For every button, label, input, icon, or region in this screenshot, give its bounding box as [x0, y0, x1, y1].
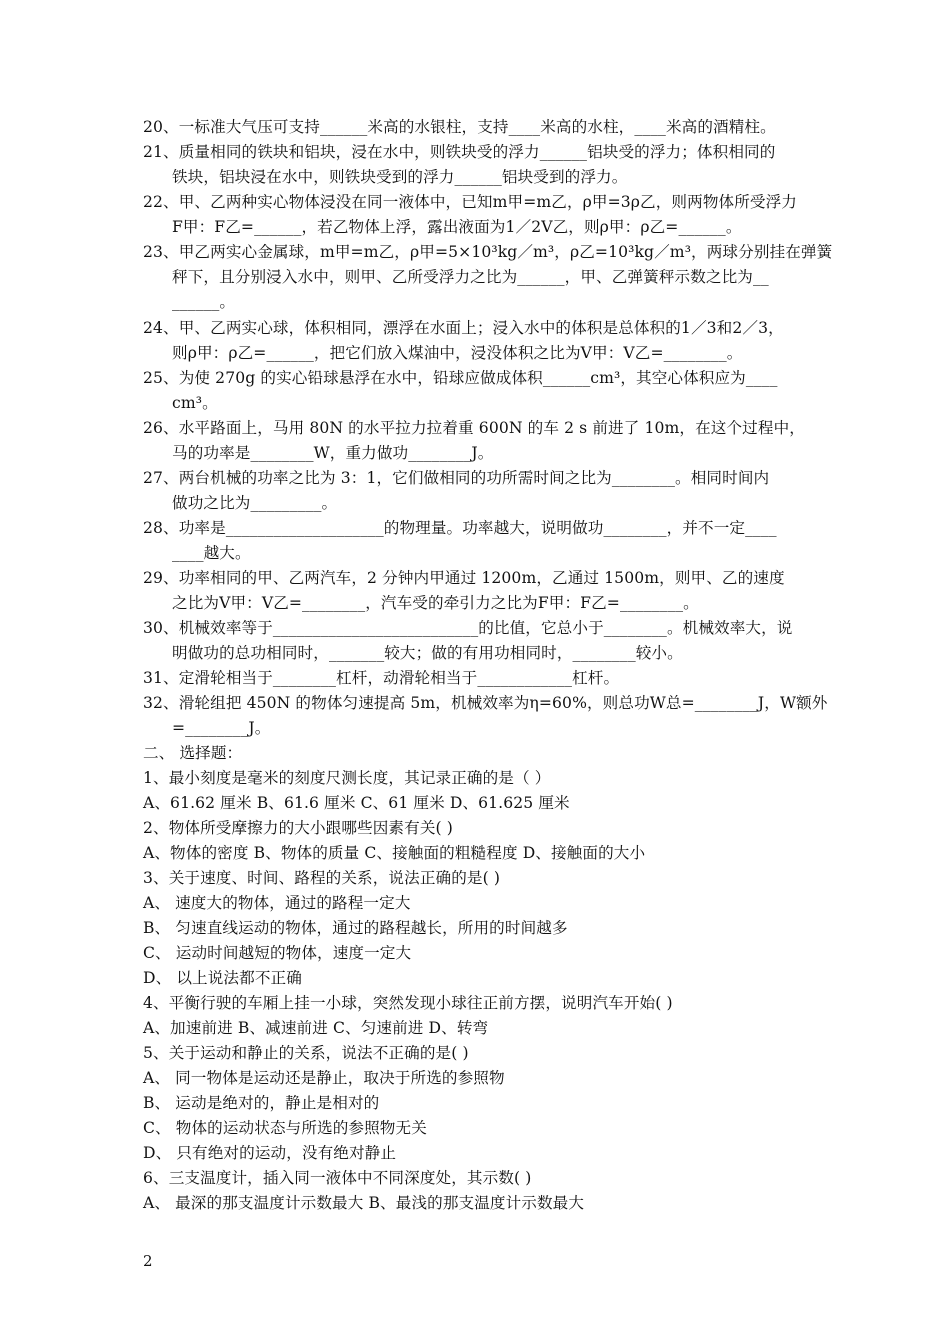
question-21-line-2: 铁块，铝块浸在水中，则铁块受到的浮力______铝块受到的浮力。: [172, 168, 628, 186]
question-24-line-2: 则ρ甲：ρ乙=______，把它们放入煤油中，浸没体积之比为V甲：V乙=________。: [172, 344, 743, 362]
question-21-line-1: 21、质量相同的铁块和铝块，浸在水中，则铁块受的浮力______铝块受的浮力；体积相同的: [143, 143, 776, 161]
choice-6-options: A、 最深的那支温度计示数最大 B、最浅的那支温度计示数最大: [143, 1194, 585, 1212]
question-22-line-1: 22、甲、乙两种实心物体浸没在同一液体中，已知m甲=m乙，ρ甲=3ρ乙，则两物体所受浮力: [143, 193, 797, 211]
choice-2-options: A、物体的密度 B、物体的质量 C、接触面的粗糙程度 D、接触面的大小: [143, 844, 646, 862]
question-26-line-2: 马的功率是________W，重力做功________J。: [172, 444, 494, 462]
choice-3-option-d: D、 以上说法都不正确: [143, 969, 302, 987]
question-29-line-2: 之比为V甲：V乙=________，汽车受的牵引力之比为F甲：F乙=________。: [172, 594, 699, 612]
question-28-line-1: 28、功率是____________________的物理量。功率越大，说明做功________，并不一定____: [143, 519, 777, 537]
question-31-line: 31、定滑轮相当于________杠杆，动滑轮相当于____________杠杆。: [143, 669, 620, 687]
choice-3-option-c: C、 运动时间越短的物体，速度一定大: [143, 944, 412, 962]
choice-6-question: 6、三支温度计，插入同一液体中不同深度处，其示数( ): [143, 1169, 532, 1187]
choice-1-question: 1、最小刻度是毫米的刻度尺测长度，其记录正确的是（ ）: [143, 769, 551, 787]
choice-1-options: A、61.62 厘米 B、61.6 厘米 C、61 厘米 D、61.625 厘米: [143, 794, 570, 812]
section-heading-choice: 二、 选择题：: [143, 744, 243, 762]
question-30-line-2: 明做功的总功相同时，_______较大；做的有用功相同时，________较小。: [172, 644, 683, 662]
choice-5-option-b: B、 运动是绝对的，静止是相对的: [143, 1094, 380, 1112]
question-26-line-1: 26、水平路面上，马用 80N 的水平拉力拉着重 600N 的车 2 s 前进了 10m，在这个过程中，: [143, 419, 805, 437]
question-23-line-2: 秤下，且分别浸入水中，则甲、乙所受浮力之比为______，甲、乙弹簧秤示数之比为__: [172, 268, 769, 286]
question-25-line-1: 25、为使 270g 的实心铅球悬浮在水中，铅球应做成体积______cm³，其空心体积应为____: [143, 369, 778, 387]
choice-3-question: 3、关于速度、时间、路程的关系，说法正确的是( ): [143, 869, 501, 887]
question-27-line-1: 27、两台机械的功率之比为 3：1，它们做相同的功所需时间之比为________。相同时间内: [143, 469, 770, 487]
choice-4-question: 4、平衡行驶的车厢上挂一小球，突然发现小球往正前方摆，说明汽车开始( ): [143, 994, 673, 1012]
question-32-line-2: =________J。: [172, 719, 271, 737]
question-20-line: 20、一标准大气压可支持______米高的水银柱，支持____米高的水柱，____米高的酒精柱。: [143, 118, 776, 136]
choice-5-option-c: C、 物体的运动状态与所选的参照物无关: [143, 1119, 427, 1137]
choice-5-question: 5、关于运动和静止的关系，说法不正确的是( ): [143, 1044, 469, 1062]
page-number: 2: [143, 1252, 153, 1270]
question-25-line-2: cm³。: [172, 394, 218, 412]
question-28-line-2: ____越大。: [172, 544, 251, 562]
choice-3-option-a: A、 速度大的物体，通过的路程一定大: [143, 894, 411, 912]
choice-2-question: 2、物体所受摩擦力的大小跟哪些因素有关( ): [143, 819, 453, 837]
choice-5-option-d: D、 只有绝对的运动，没有绝对静止: [143, 1144, 397, 1162]
question-27-line-2: 做功之比为_________。: [172, 494, 338, 512]
choice-3-option-b: B、 匀速直线运动的物体，通过的路程越长，所用的时间越多: [143, 919, 568, 937]
question-29-line-1: 29、功率相同的甲、乙两汽车，2 分钟内甲通过 1200m，乙通过 1500m，则甲、乙的速度: [143, 569, 785, 587]
question-30-line-1: 30、机械效率等于__________________________的比值，它总小于________。机械效率大，说: [143, 619, 793, 637]
question-23-line-1: 23、甲乙两实心金属球，m甲=m乙，ρ甲=5×10³kg／m³，ρ乙=10³kg／m³，两球分别挂在弹簧: [143, 243, 833, 261]
question-22-line-2: F甲：F乙=______，若乙物体上浮，露出液面为1／2V乙，则ρ甲：ρ乙=______。: [172, 218, 742, 236]
choice-5-option-a: A、 同一物体是运动还是静止，取决于所选的参照物: [143, 1069, 505, 1087]
question-32-line-1: 32、滑轮组把 450N 的物体匀速提高 5m，机械效率为η=60%，则总功W总=________J，W额外: [143, 694, 828, 712]
choice-4-options: A、加速前进 B、减速前进 C、匀速前进 D、转弯: [143, 1019, 489, 1037]
question-23-line-3: ______。: [172, 293, 236, 311]
question-24-line-1: 24、甲、乙两实心球，体积相同，漂浮在水面上；浸入水中的体积是总体积的1／3和2／3，: [143, 319, 784, 337]
